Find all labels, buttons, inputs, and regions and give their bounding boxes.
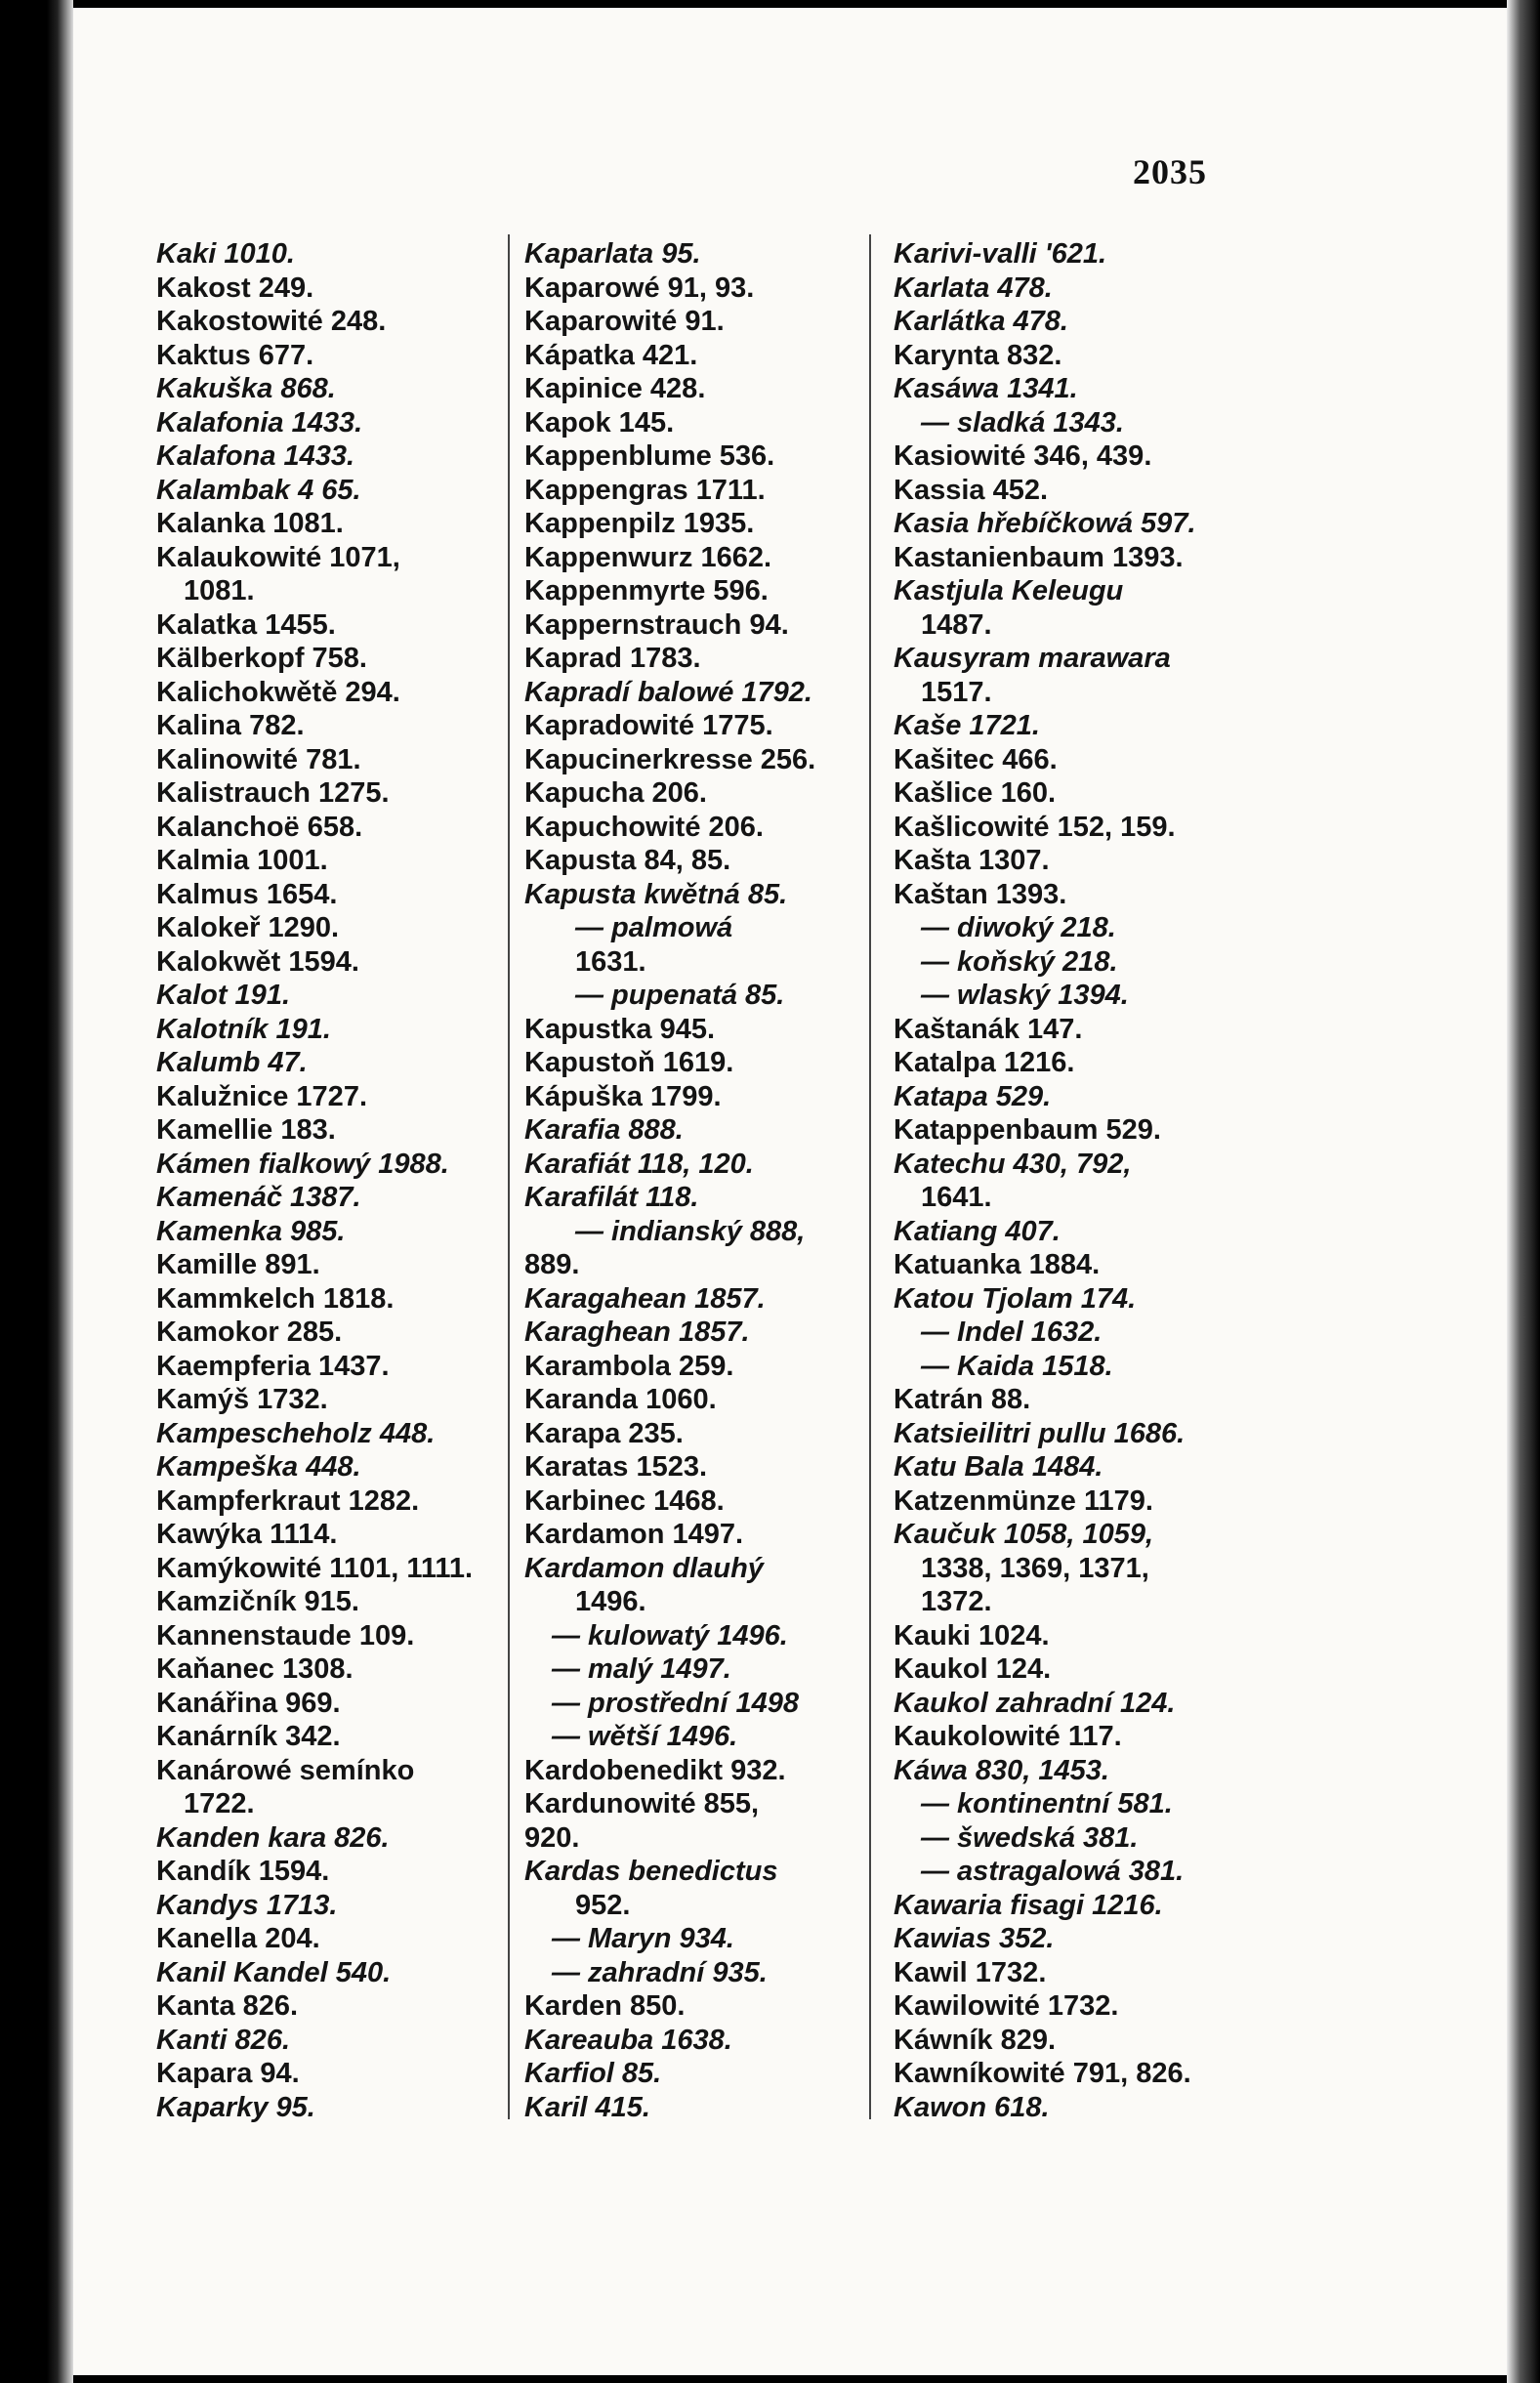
index-entry: Karaghean 1857. <box>524 1317 750 1348</box>
index-entry: Karagahean 1857. <box>524 1282 766 1315</box>
index-entry: Kardobenedikt 932. <box>524 1754 786 1786</box>
index-entry: Kawil 1732. <box>894 1956 1047 1988</box>
index-entry: Karbinec 1468. <box>524 1484 725 1517</box>
index-entry: Kamenáč 1387. <box>156 1182 361 1213</box>
index-entry: Kanella 204. <box>156 1923 320 1954</box>
index-entry: Kalaukowité 1071, <box>156 541 400 573</box>
index-entry: Katuanka 1884. <box>894 1249 1101 1280</box>
index-entry: Kapradowité 1775. <box>524 710 773 741</box>
index-entry: Kawýka 1114. <box>156 1519 338 1550</box>
index-entry: Karlátka 478. <box>894 306 1068 337</box>
index-entry: Karynta 832. <box>894 339 1062 371</box>
index-entry: Karafiát 118, 120. <box>524 1148 754 1180</box>
index-entry: — kontinentní 581. <box>921 1788 1173 1819</box>
index-entry: Kappenwurz 1662. <box>524 541 772 573</box>
index-entry: Karlata 478. <box>894 272 1053 304</box>
index-entry: Katapa 529. <box>894 1080 1052 1112</box>
index-entry: Kaktus 677. <box>156 339 314 371</box>
index-entry: Kammkelch 1818. <box>156 1282 395 1315</box>
index-entry: Kappenmyrte 596. <box>524 575 769 606</box>
index-entry: Kapusta 84, 85. <box>524 845 731 876</box>
index-entry: Kašta 1307. <box>894 845 1050 876</box>
index-entry: Kamýš 1732. <box>156 1384 328 1415</box>
index-entry: — koňský 218. <box>921 945 1118 978</box>
index-entry: Kappenpilz 1935. <box>524 508 755 539</box>
index-entry: — wlaský 1394. <box>921 980 1129 1011</box>
index-entry: Kasia hřebíčkowá 597. <box>894 508 1196 539</box>
index-entry: Kašitec 466. <box>894 743 1058 775</box>
index-column-2 <box>524 237 866 2124</box>
index-entry: — malý 1497. <box>552 1653 731 1685</box>
index-entry: — pupenatá 85. <box>575 980 785 1011</box>
index-entry: — Maryn 934. <box>552 1923 734 1954</box>
index-entry: — sladká 1343. <box>921 406 1124 439</box>
index-entry: Kapusta kwětná 85. <box>524 878 788 910</box>
index-entry: Kalambak 4 65. <box>156 474 361 506</box>
index-entry: 1372. <box>921 1586 992 1617</box>
index-entry: Kanta 826. <box>156 1990 299 2022</box>
index-entry: Kamzičník 915. <box>156 1586 359 1617</box>
index-entry: Kaempferia 1437. <box>156 1350 390 1382</box>
index-entry: Kaukol 124. <box>894 1653 1052 1685</box>
index-entry: Kardamon dlauhý <box>524 1552 764 1584</box>
index-entry: Karafia 888. <box>524 1114 684 1146</box>
index-entry: Kappernstrauch 94. <box>524 608 789 641</box>
index-entry: Kaňanec 1308. <box>156 1653 354 1685</box>
index-entry: Karambola 259. <box>524 1350 734 1382</box>
index-entry: Karden 850. <box>524 1990 686 2022</box>
index-column-1 <box>156 237 498 2124</box>
index-entry: Kalanchoë 658. <box>156 811 363 843</box>
index-entry: Kandys 1713. <box>156 1889 338 1921</box>
index-entry: Kaki 1010. <box>156 238 295 270</box>
index-entry: Kawias 352. <box>894 1923 1055 1954</box>
index-entry: Kanti 826. <box>156 2024 290 2056</box>
index-entry: Kaparowité 91. <box>524 306 725 337</box>
index-entry: Kamille 891. <box>156 1249 320 1280</box>
index-entry: Kassia 452. <box>894 474 1049 506</box>
index-entry: Kaštan 1393. <box>894 878 1067 910</box>
index-entry: Kanden kara 826. <box>156 1821 390 1854</box>
column-rule-left <box>508 234 510 2119</box>
index-entry: Katu Bala 1484. <box>894 1451 1103 1483</box>
index-entry: Kapinice 428. <box>524 373 706 404</box>
index-entry: Kaučuk 1058, 1059, <box>894 1519 1154 1550</box>
index-entry: Kareauba 1638. <box>524 2024 732 2056</box>
column-rule-right <box>869 234 871 2119</box>
index-entry: Kalinowité 781. <box>156 743 361 775</box>
index-entry: Kanil Kandel 540. <box>156 1956 392 1988</box>
index-entry: Kaparky 95. <box>156 2091 315 2123</box>
index-entry: — Indel 1632. <box>921 1317 1103 1348</box>
index-entry: — astragalowá 381. <box>921 1856 1185 1887</box>
index-entry: Kapradí balowé 1792. <box>524 676 812 708</box>
index-entry: 1631. <box>575 945 646 978</box>
index-entry: — šwedská 381. <box>921 1821 1139 1854</box>
index-entry: Karapa 235. <box>524 1417 684 1449</box>
index-entry: — kulowatý 1496. <box>552 1619 788 1651</box>
index-entry: Karfiol 85. <box>524 2058 662 2089</box>
index-entry: Kapuchowité 206. <box>524 811 764 843</box>
index-entry: — diwoký 218. <box>921 912 1116 943</box>
index-entry: Kawaria fisagi 1216. <box>894 1889 1163 1921</box>
index-entry: Kapok 145. <box>524 406 675 439</box>
index-entry: Katou Tjolam 174. <box>894 1282 1137 1315</box>
index-entry: Kaštanák 147. <box>894 1013 1083 1045</box>
index-entry: Kälberkopf 758. <box>156 643 367 674</box>
index-entry: Káwník 829. <box>894 2024 1057 2056</box>
index-entry: Kappenblume 536. <box>524 440 775 472</box>
index-entry: 1338, 1369, 1371, <box>921 1552 1149 1584</box>
index-entry: 952. <box>575 1889 631 1921</box>
index-entry: Katrán 88. <box>894 1384 1031 1415</box>
index-entry: Kasáwa 1341. <box>894 373 1078 404</box>
index-entry: Kamýkowité 1101, 1111. <box>156 1552 474 1584</box>
index-entry: 1641. <box>921 1182 992 1213</box>
index-entry: Kamellie 183. <box>156 1114 336 1146</box>
book-gutter-shadow <box>47 0 73 2383</box>
index-entry: Kaukolowité 117. <box>894 1721 1122 1752</box>
index-entry: Karil 415. <box>524 2091 650 2123</box>
index-entry: Kašlice 160. <box>894 777 1057 809</box>
index-entry: Kalmia 1001. <box>156 845 328 876</box>
index-entry: Kardunowité 855, <box>524 1788 760 1819</box>
index-entry: 889. <box>524 1249 580 1280</box>
index-entry: Kakuška 868. <box>156 373 336 404</box>
index-entry: Kalokeř 1290. <box>156 912 340 943</box>
index-entry: Katalpa 1216. <box>894 1047 1075 1078</box>
index-entry: Kalanka 1081. <box>156 508 344 539</box>
index-entry: Kalužnice 1727. <box>156 1080 367 1112</box>
index-entry: 920. <box>524 1821 580 1854</box>
index-entry: Kalot 191. <box>156 980 290 1011</box>
index-entry: 1487. <box>921 608 992 641</box>
index-entry: — zahradní 935. <box>552 1956 768 1988</box>
index-entry: 1081. <box>184 575 255 606</box>
index-entry: Kapucha 206. <box>524 777 707 809</box>
index-entry: Kápatka 421. <box>524 339 698 371</box>
index-entry: Kamenka 985. <box>156 1215 346 1247</box>
index-entry: Kapustka 945. <box>524 1013 716 1045</box>
index-entry: Kastjula Keleugu <box>894 575 1124 606</box>
index-entry: Karanda 1060. <box>524 1384 717 1415</box>
index-entry: Katzenmünze 1179. <box>894 1484 1153 1517</box>
index-entry: Kámen fialkowý 1988. <box>156 1148 449 1180</box>
index-entry: 1517. <box>921 676 992 708</box>
index-entry: Kalmus 1654. <box>156 878 338 910</box>
index-entry: Kappengras 1711. <box>524 474 766 506</box>
index-entry: Kandík 1594. <box>156 1856 330 1887</box>
index-entry: Kaparowé 91, 93. <box>524 272 755 304</box>
index-entry: Kalokwět 1594. <box>156 945 359 978</box>
index-entry: Kaprad 1783. <box>524 643 701 674</box>
index-entry: Kastanienbaum 1393. <box>894 541 1184 573</box>
index-entry: Kalumb 47. <box>156 1047 308 1078</box>
page-edge-shadow <box>1507 0 1540 2383</box>
index-entry: Kalatka 1455. <box>156 608 336 641</box>
index-entry: Katappenbaum 529. <box>894 1114 1161 1146</box>
index-entry: — prostřední 1498 <box>552 1687 800 1719</box>
index-entry: 1496. <box>575 1586 646 1617</box>
index-entry: Katechu 430, 792, <box>894 1148 1132 1180</box>
index-entry: Kasiowité 346, 439. <box>894 440 1152 472</box>
index-entry: Kalichokwětě 294. <box>156 676 400 708</box>
index-entry: Kaukol zahradní 124. <box>894 1687 1176 1719</box>
index-entry: Káwa 830, 1453. <box>894 1754 1109 1786</box>
index-entry: — Kaida 1518. <box>921 1350 1113 1382</box>
index-entry: Kauki 1024. <box>894 1619 1050 1651</box>
index-entry: Kaparlata 95. <box>524 238 701 270</box>
index-entry: Kalina 782. <box>156 710 305 741</box>
index-entry: Kalotník 191. <box>156 1013 331 1045</box>
index-entry: — wětší 1496. <box>552 1721 738 1752</box>
index-entry: Karatas 1523. <box>524 1451 708 1483</box>
index-entry: Kamokor 285. <box>156 1317 343 1348</box>
index-entry: Kápuška 1799. <box>524 1080 722 1112</box>
index-entry: Kausyram marawara <box>894 643 1171 674</box>
index-entry: Kawon 618. <box>894 2091 1050 2123</box>
index-entry: Kanářina 969. <box>156 1687 341 1719</box>
index-entry: Karivi-valli '621. <box>894 238 1107 270</box>
index-entry: — palmowá <box>575 912 733 943</box>
index-entry: Kalafonia 1433. <box>156 406 363 439</box>
index-entry: Kapucinerkresse 256. <box>524 743 816 775</box>
index-entry: Kardamon 1497. <box>524 1519 744 1550</box>
index-entry: Katiang 407. <box>894 1215 1061 1247</box>
index-entry: — indianský 888, <box>575 1215 806 1247</box>
index-entry: Kanárník 342. <box>156 1721 341 1752</box>
index-entry: Karafilát 118. <box>524 1182 699 1213</box>
index-column-3 <box>894 237 1245 2124</box>
page-number: 2035 <box>1133 152 1207 191</box>
index-entry: Kalafona 1433. <box>156 440 355 472</box>
index-entry: Kardas benedictus <box>524 1856 778 1887</box>
index-entry: Katsieilitri pullu 1686. <box>894 1417 1186 1449</box>
index-entry: Kalistrauch 1275. <box>156 777 390 809</box>
index-entry: Kannenstaude 109. <box>156 1619 415 1651</box>
index-entry: Kakost 249. <box>156 272 314 304</box>
index-entry: Kapustoň 1619. <box>524 1047 734 1078</box>
index-entry: Kaše 1721. <box>894 710 1040 741</box>
index-entry: Kampeška 448. <box>156 1451 361 1483</box>
index-entry: Kapara 94. <box>156 2058 300 2089</box>
index-entry: Kawníkowité 791, 826. <box>894 2058 1191 2089</box>
index-entry: Kakostowité 248. <box>156 306 387 337</box>
index-entry: Kašlicowité 152, 159. <box>894 811 1176 843</box>
index-entry: 1722. <box>184 1788 255 1819</box>
index-entry: Kanárowé semínko <box>156 1754 415 1786</box>
index-entry: Kampferkraut 1282. <box>156 1484 420 1517</box>
index-entry: Kampescheholz 448. <box>156 1417 436 1449</box>
index-entry: Kawilowité 1732. <box>894 1990 1119 2022</box>
